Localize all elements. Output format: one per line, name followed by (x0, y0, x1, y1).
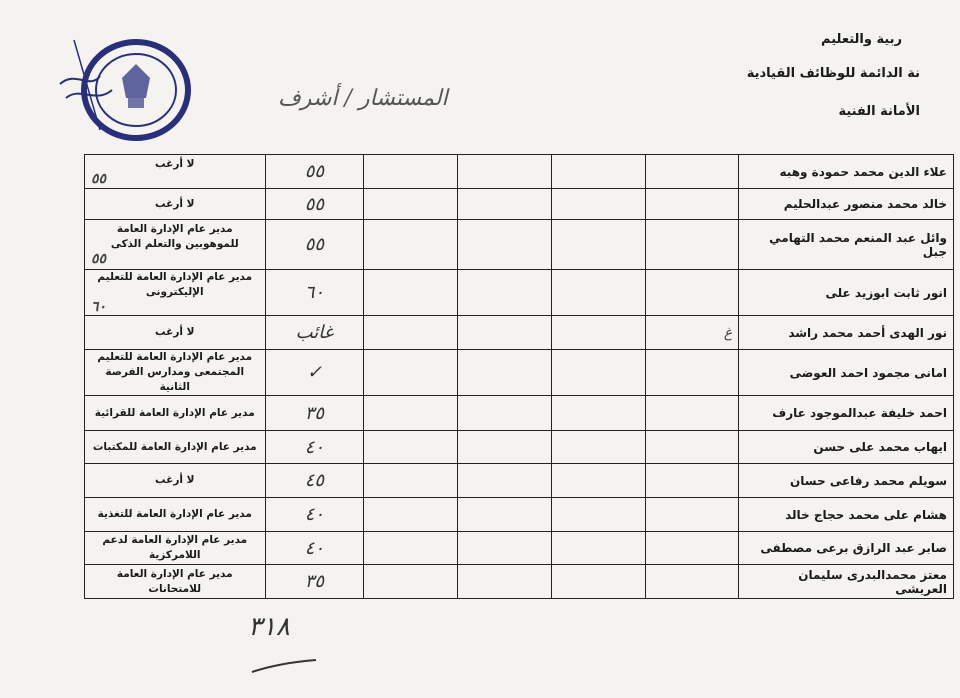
preference-note (85, 464, 266, 498)
footer-handwriting: ٣١٨ (248, 612, 290, 642)
preference-note (85, 270, 266, 316)
blank-cell (645, 565, 739, 599)
blank-cell (458, 431, 552, 464)
handwritten-score: ٥٥ (265, 155, 364, 189)
blank-cell (551, 532, 645, 565)
absence-mark: غ (723, 324, 733, 341)
preference-text: مدير عام الإدارة العامة للتعليم المجتمعى ومدارس الفرصة الثانية (97, 351, 253, 393)
preference-note (85, 431, 266, 464)
blank-cell (551, 464, 645, 498)
handwritten-score: ٥٥ (265, 220, 364, 270)
preference-text: لا أرغب (155, 197, 195, 210)
blank-cell (551, 220, 645, 270)
table-row (85, 220, 954, 270)
blank-cell (645, 532, 739, 565)
blank-cell (645, 350, 739, 396)
preference-text: مدير عام الإدارة العامة للتعليم الإليكترونى (97, 271, 253, 298)
blank-cell (458, 396, 552, 431)
official-seal-stamp (56, 20, 196, 150)
preference-text: مدير عام الإدارة العامة للمكتبات (92, 440, 257, 453)
preference-note (85, 350, 266, 396)
blank-cell (364, 464, 458, 498)
preference-note (85, 316, 266, 350)
table-row (85, 155, 954, 189)
blank-cell (645, 431, 739, 464)
blank-cell (458, 350, 552, 396)
blank-cell (364, 270, 458, 316)
blank-cell (458, 464, 552, 498)
blank-cell (458, 189, 552, 220)
signature-stroke (250, 652, 320, 676)
blank-cell (645, 316, 739, 350)
preference-text: مدير عام الإدارة العامة للقرائية (94, 406, 255, 419)
blank-cell (551, 350, 645, 396)
blank-cell (364, 565, 458, 599)
blank-cell (458, 270, 552, 316)
blank-cell (551, 270, 645, 316)
preference-note (85, 155, 266, 189)
preference-text: لا أرغب (155, 326, 195, 338)
blank-cell (645, 155, 739, 189)
blank-cell (645, 464, 739, 498)
blank-cell (551, 431, 645, 464)
handwritten-score: غائب (265, 316, 364, 350)
candidate-name: معتز محمدالبدرى سليمان العريشى (739, 565, 954, 599)
blank-cell (458, 532, 552, 565)
table-row (85, 464, 954, 498)
preference-note (85, 396, 266, 431)
candidate-name: احمد خليفة عبدالموجود عارف (739, 396, 954, 431)
blank-cell (364, 155, 458, 189)
preference-text: مدير عام الإدارة العامة للتغذية (97, 508, 252, 520)
blank-cell (645, 396, 739, 431)
handwritten-heading: المستشار / أشرف (278, 86, 448, 111)
candidates-table (84, 154, 954, 599)
margin-score: ٦٠ (91, 299, 107, 315)
preference-note (85, 498, 266, 532)
blank-cell (364, 189, 458, 220)
table-row (85, 316, 954, 350)
blank-cell (458, 316, 552, 350)
blank-cell (551, 498, 645, 532)
blank-cell (458, 498, 552, 532)
preference-text: مدير عام الإدارة العامة للموهوبين والتعلم الذكى (110, 223, 239, 250)
margin-score: ٥٥ (91, 251, 107, 267)
candidate-name: خالد محمد منصور عبدالحليم (739, 189, 954, 220)
preference-note (85, 565, 266, 599)
blank-cell (551, 155, 645, 189)
handwritten-score: ٥٥ (265, 189, 364, 220)
handwritten-score: ٤٥ (265, 464, 364, 498)
blank-cell (364, 431, 458, 464)
blank-cell (364, 350, 458, 396)
table-row (85, 270, 954, 316)
handwritten-score: ٣٥ (265, 396, 364, 431)
blank-cell (645, 189, 739, 220)
blank-cell (364, 498, 458, 532)
blank-cell (551, 565, 645, 599)
table-row (85, 565, 954, 599)
handwritten-score: ٦٠ (265, 270, 364, 316)
candidate-name: سويلم محمد رفاعى حسان (739, 464, 954, 498)
blank-cell (645, 220, 739, 270)
preference-text: مدير عام الإدارة العامة لدعم اللامركزية (102, 534, 248, 561)
ministry-header: ربية والتعليم (821, 32, 902, 47)
blank-cell (458, 220, 552, 270)
candidate-name: انور ثابت ابوزيد على (739, 270, 954, 316)
margin-score: ٥٥ (91, 170, 107, 187)
table-row (85, 396, 954, 431)
preference-note (85, 220, 266, 270)
blank-cell (364, 532, 458, 565)
blank-cell (458, 155, 552, 189)
table-row (85, 350, 954, 396)
candidate-name: صابر عبد الرازق برعى مصطفى (739, 532, 954, 565)
handwritten-score: ٤٠ (265, 431, 364, 464)
handwritten-score: ٤٠ (265, 532, 364, 565)
table-row (85, 189, 954, 220)
candidate-name: نور الهدى أحمد محمد راشد (739, 316, 954, 350)
table-row (85, 498, 954, 532)
preference-text: لا أرغب (155, 474, 195, 486)
blank-cell (645, 498, 739, 532)
handwritten-score: ✓ (265, 350, 364, 396)
blank-cell (551, 316, 645, 350)
preference-note (85, 189, 266, 220)
committee-header: نة الدائمة للوظائف القيادية (746, 66, 920, 81)
handwritten-score: ٣٥ (265, 565, 364, 599)
preference-text: لا أرغب (155, 157, 195, 170)
table-row (85, 532, 954, 565)
table-row (85, 431, 954, 464)
candidate-name: علاء الدين محمد حمودة وهبه (739, 155, 954, 189)
blank-cell (551, 189, 645, 220)
blank-cell (458, 565, 552, 599)
candidate-name: وائل عبد المنعم محمد التهامي جبل (739, 220, 954, 270)
secretariat-header: الأمانة الفنية (838, 104, 920, 119)
preference-note (85, 532, 266, 565)
blank-cell (364, 220, 458, 270)
blank-cell (364, 316, 458, 350)
blank-cell (551, 396, 645, 431)
candidate-name: امانى مجمود احمد العوضى (739, 350, 954, 396)
candidate-name: ايهاب محمد على حسن (739, 431, 954, 464)
preference-text: مدير عام الإدارة العامة للامتحانات (116, 567, 233, 595)
blank-cell (645, 270, 739, 316)
blank-cell (364, 396, 458, 431)
candidate-name: هشام على محمد حجاج خالد (739, 498, 954, 532)
handwritten-score: ٤٠ (265, 498, 364, 532)
